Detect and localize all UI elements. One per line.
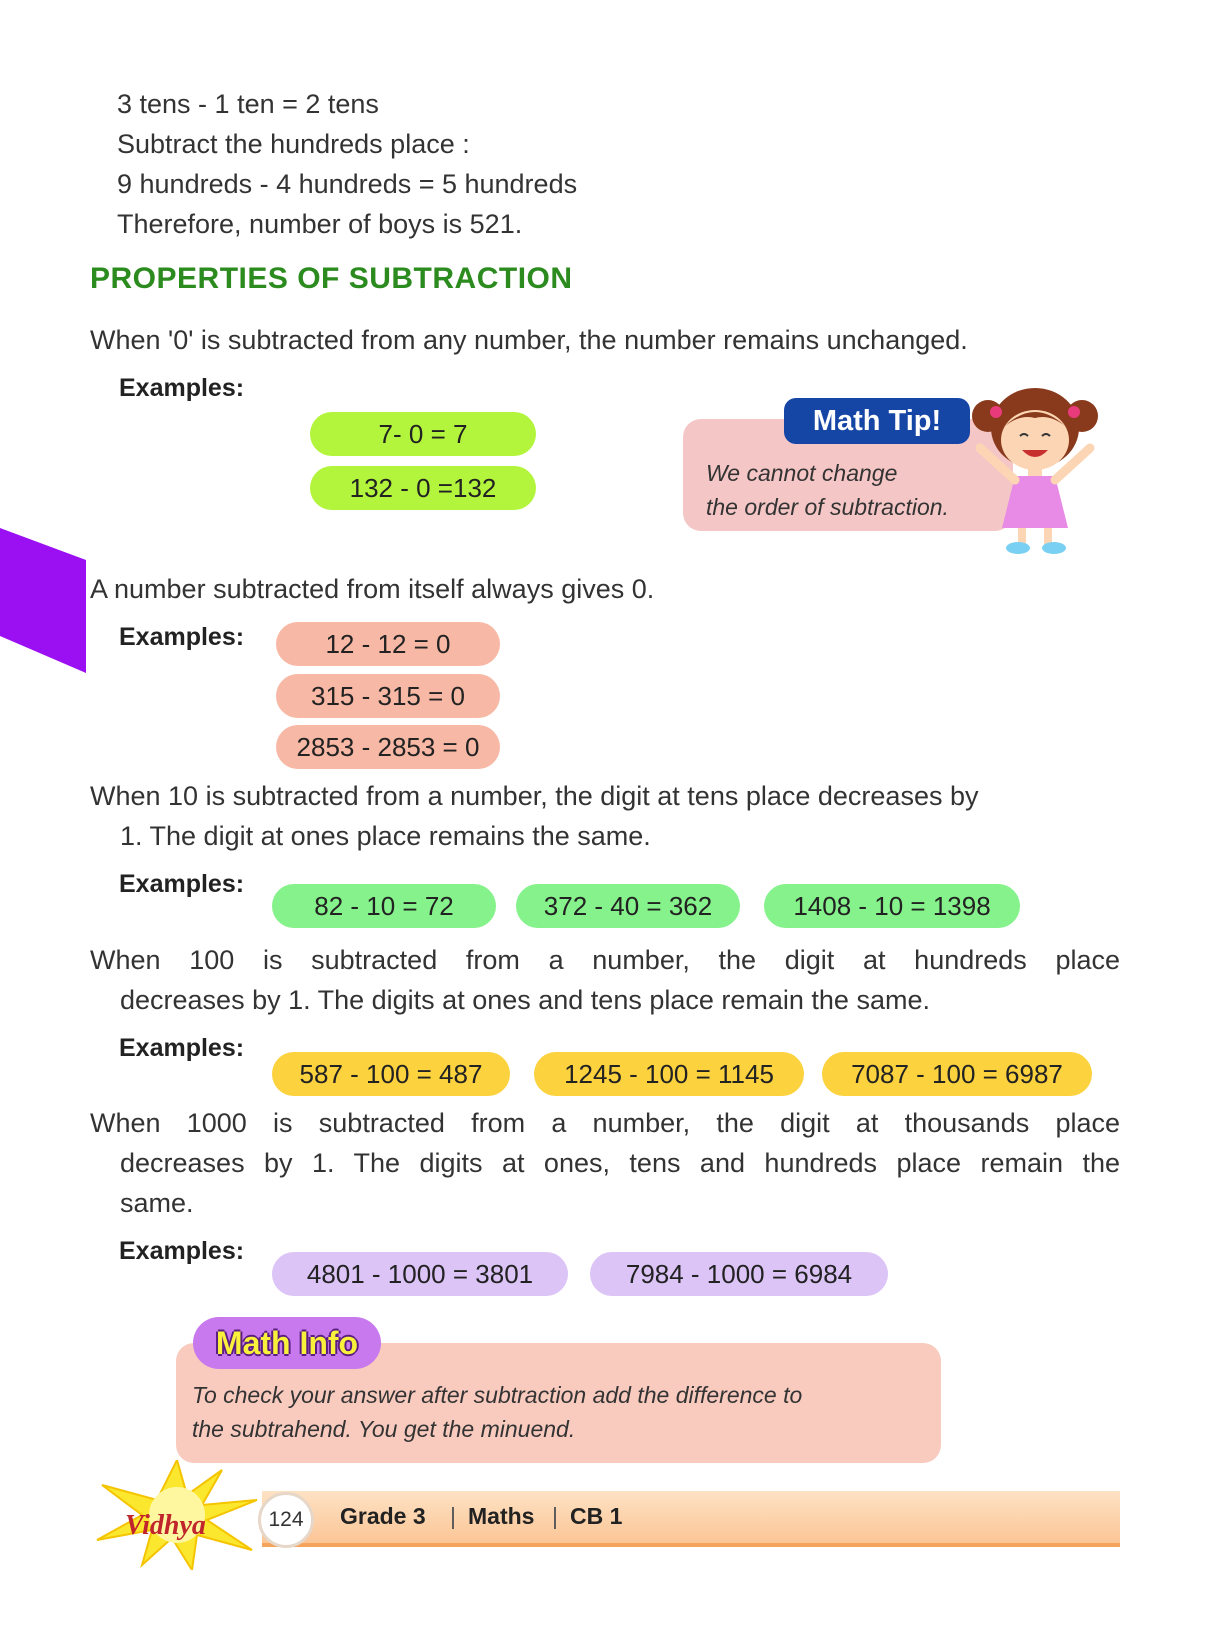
example-pill: 372 - 40 = 362: [516, 884, 740, 928]
property-text: decreases by 1. The digits at ones and tens place remain the same.: [120, 985, 930, 1015]
math-info-text: To check your answer after subtraction add the difference to: [192, 1382, 803, 1408]
example-pill: 132 - 0 =132: [310, 466, 536, 510]
property-text: same.: [120, 1188, 194, 1218]
example-pill: 82 - 10 = 72: [272, 884, 496, 928]
text-line: Therefore, number of boys is 521.: [117, 209, 523, 239]
footer-book: CB 1: [570, 1503, 623, 1529]
example-pill: 7087 - 100 = 6987: [822, 1052, 1092, 1096]
example-pill: 1408 - 10 = 1398: [764, 884, 1020, 928]
page-number: 124: [258, 1492, 314, 1548]
example-pill: 587 - 100 = 487: [272, 1052, 510, 1096]
example-pill: 2853 - 2853 = 0: [276, 725, 500, 769]
property-text: When 10 is subtracted from a number, the digit at tens place decreases by: [90, 781, 979, 811]
example-pill: 4801 - 1000 = 3801: [272, 1252, 568, 1296]
math-tip-text: the order of subtraction.: [706, 494, 949, 520]
footer-subject: Maths: [468, 1503, 535, 1529]
footer-separator: |: [450, 1503, 456, 1529]
math-info-title: Math Info: [193, 1317, 381, 1369]
example-pill: 7984 - 1000 = 6984: [590, 1252, 888, 1296]
vidhya-logo-text: Vidhya: [125, 1510, 206, 1541]
text-line: 3 tens - 1 ten = 2 tens: [117, 89, 379, 119]
example-pill: 12 - 12 = 0: [276, 622, 500, 666]
examples-label: Examples:: [119, 623, 245, 651]
property-text: 1. The digit at ones place remains the same.: [120, 821, 651, 851]
property-text: decreases by 1. The digits at ones, tens and hundreds place remain the: [120, 1148, 1120, 1178]
example-pill: 315 - 315 = 0: [276, 674, 500, 718]
text-line: Subtract the hundreds place :: [117, 129, 470, 159]
text-line: 9 hundreds - 4 hundreds = 5 hundreds: [117, 169, 578, 199]
examples-label: Examples:: [119, 1034, 245, 1062]
examples-label: Examples:: [119, 1237, 245, 1265]
math-tip-title: Math Tip!: [784, 398, 970, 444]
property-text: When '0' is subtracted from any number, the number remains unchanged.: [90, 325, 968, 355]
footer-separator: |: [552, 1503, 558, 1529]
math-info-text: the subtrahend. You get the minuend.: [192, 1416, 576, 1442]
examples-label: Examples:: [119, 374, 245, 402]
example-pill: 7- 0 = 7: [310, 412, 536, 456]
property-text: A number subtracted from itself always gives 0.: [90, 574, 655, 604]
girl-illustration: [960, 378, 1110, 558]
example-pill: 1245 - 100 = 1145: [534, 1052, 804, 1096]
side-tab-decoration: [0, 528, 86, 673]
section-heading: PROPERTIES OF SUBTRACTION: [90, 262, 573, 295]
property-text: When 1000 is subtracted from a number, the digit at thousands place: [90, 1108, 1120, 1138]
property-text: When 100 is subtracted from a number, the digit at hundreds place: [90, 945, 1120, 975]
footer-grade: Grade 3: [340, 1503, 426, 1529]
math-tip-text: We cannot change: [706, 460, 898, 486]
examples-label: Examples:: [119, 870, 245, 898]
